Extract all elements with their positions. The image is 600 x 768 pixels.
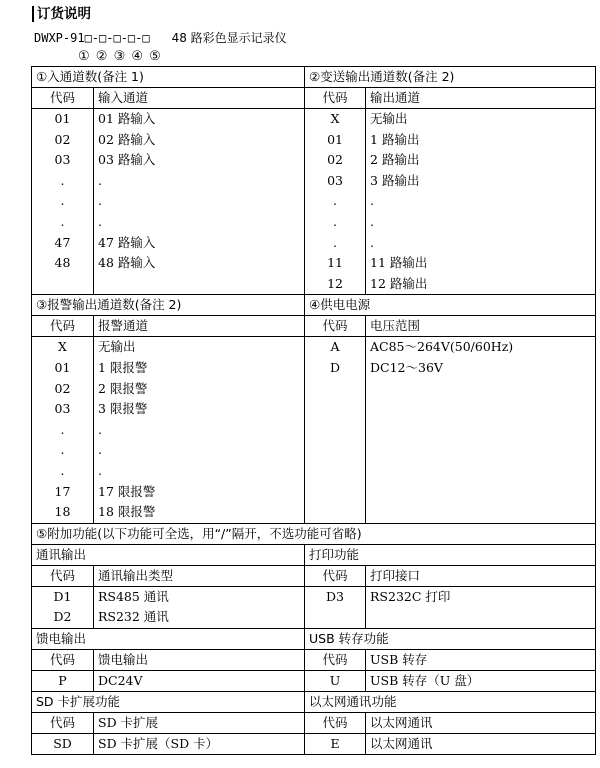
transmit-code-header: 代码	[305, 88, 366, 109]
list-item: .	[60, 462, 65, 478]
print-code-list	[305, 586, 366, 628]
print-code-header: 代码	[305, 565, 366, 586]
usb-code-header: 代码	[305, 649, 366, 670]
transmit-label-list	[366, 109, 596, 295]
position-marks: ① ② ③ ④ ⑤	[78, 49, 161, 64]
power-section-title: ④供电电源	[305, 295, 596, 316]
list-item: 01	[54, 359, 71, 375]
list-item: .	[98, 462, 102, 478]
list-item: .	[98, 193, 102, 209]
list-item: 3 限报警	[98, 401, 148, 417]
transmit-code-list	[305, 109, 366, 295]
list-item: 01 路输入	[98, 111, 156, 126]
list-item: 01	[54, 111, 71, 126]
alarm-section-title: ③报警输出通道数(备注 2)	[32, 295, 305, 316]
list-item: .	[333, 213, 337, 229]
comm-code-list	[32, 586, 94, 628]
page-title: 订货说明	[32, 6, 91, 22]
extra-section-title: ⑤附加功能(以下功能可全选，用“/”隔开，不选功能可省略)	[32, 523, 596, 544]
list-item: .	[60, 193, 65, 209]
list-item: .	[98, 442, 102, 458]
order-table	[31, 66, 596, 755]
power-label-list	[366, 337, 596, 523]
sd-label-header: SD 卡扩展	[94, 712, 305, 733]
power-label-header: 电压范围	[366, 316, 596, 337]
alarm-code-list	[32, 337, 94, 523]
list-item: 1 限报警	[98, 359, 148, 375]
sd-title: SD 卡扩展功能	[32, 691, 305, 712]
list-item: 01	[327, 131, 343, 147]
feed-title: 馈电输出	[32, 628, 305, 649]
feed-code-header: 代码	[32, 649, 94, 670]
input-section-title: ①入通道数(备注 1)	[32, 67, 305, 88]
list-item: D1	[53, 588, 72, 604]
comm-title: 通讯输出	[32, 544, 305, 565]
list-item: 11 路输出	[370, 255, 428, 271]
input-label-list	[94, 109, 305, 295]
list-item: .	[98, 421, 102, 437]
list-item: X	[58, 339, 67, 355]
usb-label: USB 转存（U 盘）	[366, 670, 596, 691]
list-item: 无输出	[98, 339, 136, 355]
list-item: 1 路输出	[370, 131, 420, 147]
list-item: 无输出	[370, 111, 408, 126]
list-item: 03 路输入	[98, 152, 156, 168]
transmit-section-title: ②变送输出通道数(备注 2)	[305, 67, 596, 88]
list-item: .	[60, 172, 65, 188]
list-item: 11	[327, 255, 343, 271]
list-item: 18	[54, 504, 71, 520]
feed-code: P	[32, 670, 94, 691]
eth-code: E	[305, 733, 366, 754]
power-code-header: 代码	[305, 316, 366, 337]
list-item: 03	[327, 172, 343, 188]
list-item: .	[60, 442, 65, 458]
input-label-header: 输入通道	[94, 88, 305, 109]
list-item: .	[370, 193, 374, 209]
list-item: 02	[54, 380, 71, 396]
list-item: .	[98, 172, 102, 188]
sd-code-header: 代码	[32, 712, 94, 733]
print-label-header: 打印接口	[366, 565, 596, 586]
list-item: 02 路输入	[98, 131, 156, 147]
list-item: 47 路输入	[98, 234, 156, 250]
list-item: 47	[54, 234, 71, 250]
transmit-label-header: 输出通道	[366, 88, 596, 109]
list-item: 12	[327, 275, 343, 291]
feed-label-header: 馈电输出	[94, 649, 305, 670]
model-description: 48 路彩色显示记录仪	[171, 31, 287, 45]
list-item: RS485 通讯	[98, 588, 169, 604]
model-line	[34, 29, 287, 46]
list-item: 48 路输入	[98, 255, 156, 271]
usb-label-header: USB 转存	[366, 649, 596, 670]
list-item: .	[98, 213, 102, 229]
comm-code-header: 代码	[32, 565, 94, 586]
list-item: 2 路输出	[370, 152, 420, 168]
alarm-label-header: 报警通道	[94, 316, 305, 337]
list-item: D2	[53, 609, 72, 625]
list-item: 03	[54, 401, 71, 417]
list-item: X	[330, 111, 340, 126]
input-code-list	[32, 109, 94, 295]
usb-title: USB 转存功能	[305, 628, 596, 649]
list-item: 48	[54, 255, 71, 271]
comm-label-header: 通讯输出类型	[94, 565, 305, 586]
print-title: 打印功能	[305, 544, 596, 565]
list-item: 3 路输出	[370, 172, 420, 188]
eth-label-header: 以太网通讯	[366, 712, 596, 733]
list-item: .	[370, 213, 374, 229]
list-item: 17 限报警	[98, 483, 156, 499]
list-item: 12 路输出	[370, 275, 428, 291]
model-code: DWXP-91□-□-□-□-□	[34, 31, 150, 45]
print-label-list	[366, 586, 596, 628]
list-item: RS232C 打印	[370, 588, 451, 604]
list-item: 2 限报警	[98, 380, 148, 396]
alarm-label-list	[94, 337, 305, 523]
list-item: .	[60, 213, 65, 229]
eth-title: 以太网通讯功能	[305, 691, 596, 712]
feed-label: DC24V	[94, 670, 305, 691]
comm-label-list	[94, 586, 305, 628]
list-item: D3	[326, 588, 344, 604]
list-item: .	[370, 234, 374, 250]
list-item: AC85～264V(50/60Hz)	[370, 339, 514, 355]
list-item: DC12～36V	[370, 359, 443, 375]
input-code-header: 代码	[32, 88, 94, 109]
eth-label: 以太网通讯	[366, 733, 596, 754]
list-item: 17	[54, 483, 71, 499]
sd-code: SD	[32, 733, 94, 754]
sd-label: SD 卡扩展（SD 卡）	[94, 733, 305, 754]
list-item: 03	[54, 152, 71, 168]
eth-code-header: 代码	[305, 712, 366, 733]
list-item: D	[330, 359, 341, 375]
list-item: 02	[54, 131, 71, 147]
list-item: 18 限报警	[98, 504, 156, 520]
alarm-code-header: 代码	[32, 316, 94, 337]
power-code-list	[305, 337, 366, 523]
list-item: A	[330, 339, 340, 355]
list-item: RS232 通讯	[98, 609, 169, 625]
list-item: 02	[327, 152, 343, 168]
list-item: .	[60, 421, 65, 437]
list-item: .	[333, 193, 337, 209]
usb-code: U	[305, 670, 366, 691]
list-item: .	[333, 234, 337, 250]
